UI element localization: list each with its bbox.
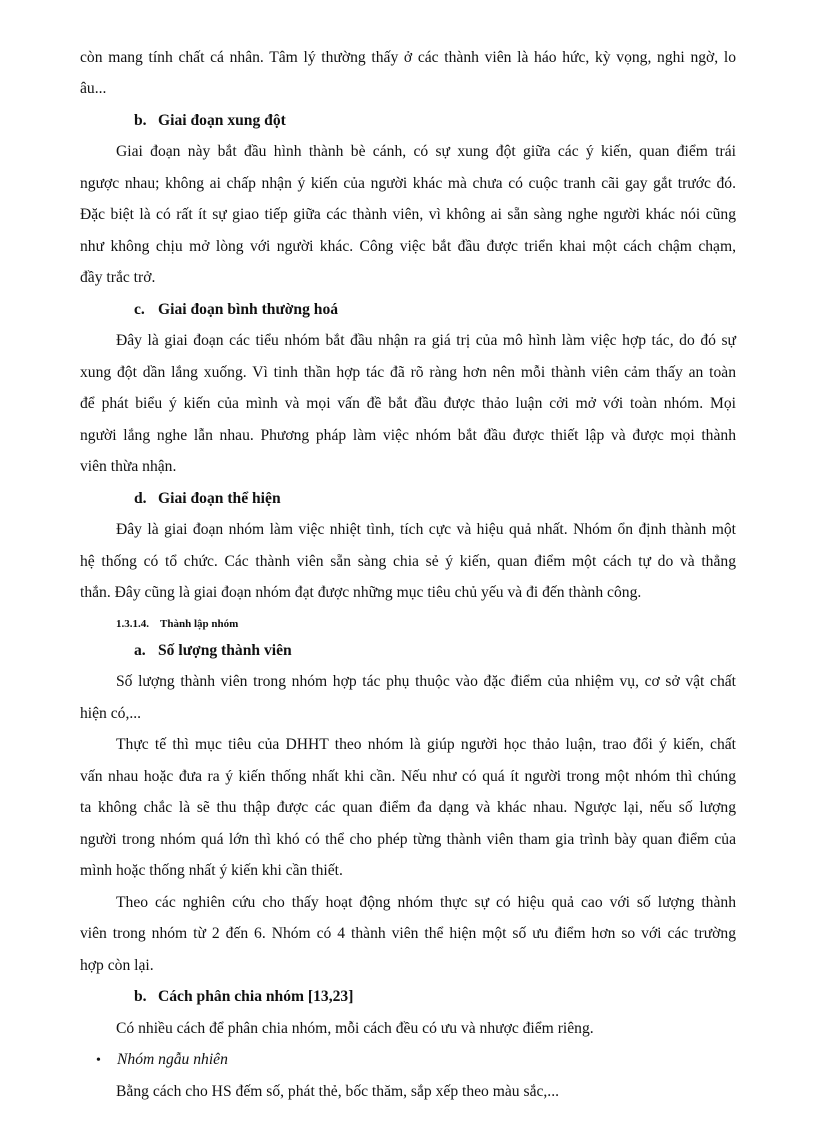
section-heading-c bbox=[134, 300, 790, 320]
paragraph-line: Đây là giai đoạn các tiểu nhóm bắt đầu nhận ra giá trị của mô hình làm việc hợp tác, do đó sự bbox=[116, 332, 736, 349]
section-heading-b bbox=[134, 111, 790, 131]
paragraph-line: Theo các nghiên cứu cho thấy hoạt động nhóm thực sự có hiệu quả cao với số lượng thành bbox=[116, 894, 736, 911]
section-heading-b2 bbox=[134, 987, 790, 1007]
heading-text: Giai đoạn xung đột bbox=[158, 112, 286, 129]
paragraph-line: ngược nhau; không ai chấp nhận ý kiến của người khác mà chưa có cuộc tranh cãi gay gắt trước đó. bbox=[80, 175, 736, 192]
paragraph-line: người lắng nghe lẫn nhau. Phương pháp làm việc nhóm bắt đầu được thiết lập và được mọi thành bbox=[80, 427, 736, 444]
paragraph-line: đầy trắc trở. bbox=[80, 269, 156, 286]
paragraph-line: xung đột dần lắng xuống. Vì tinh thần hợp tác đã rõ ràng hơn nên mỗi thành viên cảm thấy an toàn bbox=[80, 364, 736, 381]
paragraph-line: viên thừa nhận. bbox=[80, 458, 177, 475]
paragraph-line: còn mang tính chất cá nhân. Tâm lý thường thấy ở các thành viên là háo hức, kỳ vọng, nghi ngờ, lo bbox=[80, 49, 736, 66]
paragraph-line: hợp còn lại. bbox=[80, 957, 154, 974]
paragraph-line: Có nhiều cách để phân chia nhóm, mỗi cách đều có ưu và nhược điểm riêng. bbox=[116, 1020, 594, 1037]
heading-label: a. bbox=[134, 642, 146, 659]
paragraph-line: hiện có,... bbox=[80, 705, 142, 722]
paragraph-line: viên trong nhóm từ 2 đến 6. Nhóm có 4 thành viên thể hiện một số ưu điểm hơn so với các trường bbox=[80, 925, 736, 942]
section-heading-a bbox=[134, 641, 790, 661]
paragraph-line: hệ thống có tổ chức. Các thành viên sẵn sàng chia sẻ ý kiến, quan điểm một cách tự do và thẳng bbox=[80, 553, 736, 570]
paragraph-line: thắn. Đây cũng là giai đoạn nhóm đạt được những mục tiêu chủ yếu và đi đến thành công. bbox=[80, 584, 642, 601]
heading-text: Số lượng thành viên bbox=[158, 642, 292, 659]
heading-label: b. bbox=[134, 112, 147, 129]
paragraph-line: người trong nhóm quá lớn thì khó có thể cho phép từng thành viên tham gia trình bày quan điểm của bbox=[80, 831, 736, 848]
paragraph-line: vấn nhau hoặc đưa ra ý kiến thống nhất khi cần. Nếu như có quá ít người trong một nhóm thì chúng bbox=[80, 768, 736, 785]
paragraph-line: Đặc biệt là có rất ít sự giao tiếp giữa các thành viên, vì không ai sẵn sàng nghe người khác nói cũng bbox=[80, 206, 736, 223]
section-heading-d bbox=[134, 489, 790, 509]
bullet-icon: • bbox=[96, 1053, 101, 1068]
paragraph-line: để phát biểu ý kiến của mình và mọi vấn đề bắt đầu được thảo luận cởi mở với toàn nhóm. Mọi bbox=[80, 395, 736, 412]
subsection-title: Thành lập nhóm bbox=[160, 618, 239, 630]
heading-label: d. bbox=[134, 490, 147, 507]
heading-label: b. bbox=[134, 988, 147, 1005]
heading-text: Giai đoạn bình thường hoá bbox=[158, 301, 339, 318]
bullet-text: Nhóm ngẫu nhiên bbox=[117, 1051, 228, 1068]
paragraph-line: như không chịu mở lòng với người khác. Công việc bắt đầu được triển khai một cách chậm chạm, bbox=[80, 238, 736, 255]
heading-text: Giai đoạn thể hiện bbox=[158, 490, 281, 507]
paragraph-line: Đây là giai đoạn nhóm làm việc nhiệt tình, tích cực và hiệu quả nhất. Nhóm ổn định thành một bbox=[116, 521, 736, 538]
bullet-item bbox=[96, 1050, 752, 1071]
paragraph-line: mình hoặc thống nhất ý kiến khi cần thiết. bbox=[80, 862, 343, 879]
heading-label: c. bbox=[134, 301, 145, 318]
paragraph-line: Giai đoạn này bắt đầu hình thành bè cánh, có sự xung đột giữa các ý kiến, quan điểm trái bbox=[116, 143, 736, 160]
paragraph-line: Số lượng thành viên trong nhóm hợp tác phụ thuộc vào đặc điểm của nhiệm vụ, cơ sở vật chất bbox=[116, 673, 736, 690]
subsection-heading bbox=[116, 614, 772, 634]
paragraph-line: Thực tế thì mục tiêu của DHHT theo nhóm là giúp người học thảo luận, trao đổi ý kiến, chất bbox=[116, 736, 736, 753]
paragraph-line: Bằng cách cho HS đếm số, phát thẻ, bốc thăm, sắp xếp theo màu sắc,... bbox=[116, 1083, 560, 1100]
subsection-number: 1.3.1.4. bbox=[116, 618, 149, 630]
paragraph-line: âu... bbox=[80, 80, 107, 97]
paragraph-line: ta không chắc là sẽ thu thập được các quan điểm đa dạng và khác nhau. Ngược lại, nếu số lượng bbox=[80, 799, 736, 816]
heading-text: Cách phân chia nhóm [13,23] bbox=[158, 988, 354, 1005]
